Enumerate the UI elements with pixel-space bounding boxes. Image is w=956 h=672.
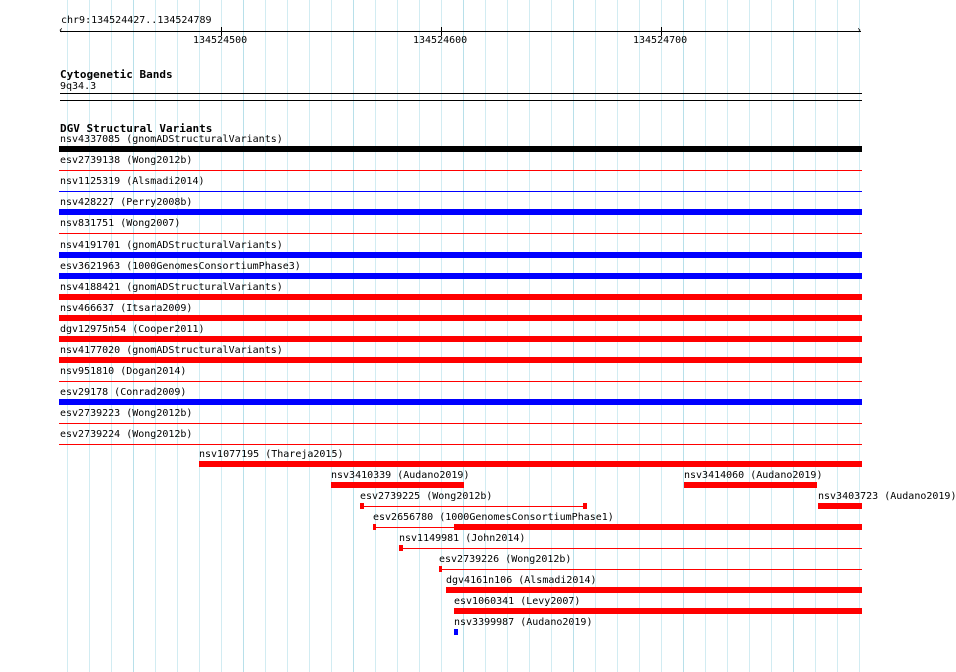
variant-label[interactable]: nsv3403723 (Audano2019) [818,491,956,502]
variant-feature[interactable] [59,191,862,192]
variant-label[interactable]: nsv1149981 (John2014) [399,533,526,544]
variant-label[interactable]: esv2656780 (1000GenomesConsortiumPhase1) [373,512,614,523]
scroll-right-icon[interactable]: › [856,25,863,36]
variant-label[interactable]: esv29178 (Conrad2009) [60,387,187,398]
variant-label[interactable]: esv2739138 (Wong2012b) [60,155,193,166]
dgv-track-title[interactable]: DGV Structural Variants [60,122,213,135]
cytoband-label: 9q34.3 [60,81,97,92]
variant-label[interactable]: nsv4188421 (gnomADStructuralVariants) [60,282,283,293]
variant-label[interactable]: nsv3410339 (Audano2019) [331,470,470,481]
variant-feature[interactable] [331,482,464,488]
variant-label[interactable]: nsv951810 (Dogan2014) [60,366,187,377]
variant-feature[interactable] [59,252,862,258]
variant-feature[interactable] [59,170,862,171]
ruler-tick-label: 134524600 [413,35,468,46]
variant-feature[interactable] [454,629,458,635]
scroll-left-icon[interactable]: ‹ [58,25,65,36]
variant-label[interactable]: nsv3399987 (Audano2019) [454,617,593,628]
variant-label[interactable]: dgv12975n54 (Cooper2011) [60,324,205,335]
variant-feature[interactable] [59,294,862,300]
variant-label[interactable]: nsv1077195 (Thareja2015) [199,449,344,460]
variant-label[interactable]: esv3621963 (1000GenomesConsortiumPhase3) [60,261,301,272]
variant-feature[interactable] [59,444,862,445]
variant-feature[interactable] [59,233,862,234]
variant-feature[interactable] [59,273,862,279]
variant-feature[interactable] [59,209,862,215]
variant-feature[interactable] [360,503,364,509]
variant-feature[interactable] [454,524,862,530]
cytoband-track-title[interactable]: Cytogenetic Bands [60,68,173,81]
variant-label[interactable]: nsv466637 (Itsara2009) [60,303,193,314]
variant-feature[interactable] [59,315,862,321]
location-label: chr9:134524427..134524789 [61,15,212,26]
variant-link-line[interactable] [399,548,862,549]
variant-feature[interactable] [684,482,817,488]
variant-label[interactable]: nsv1125319 (Alsmadi2014) [60,176,205,187]
variant-feature[interactable] [59,357,862,363]
variant-label[interactable]: esv2739225 (Wong2012b) [360,491,493,502]
variant-label[interactable]: nsv4191701 (gnomADStructuralVariants) [60,240,283,251]
cytoband-line[interactable] [60,93,862,94]
ruler-line [60,31,861,32]
variant-label[interactable]: esv2739226 (Wong2012b) [439,554,572,565]
variant-label[interactable]: nsv4177020 (gnomADStructuralVariants) [60,345,283,356]
variant-label[interactable]: esv2739224 (Wong2012b) [60,429,193,440]
ruler-tick-label: 134524700 [633,35,688,46]
variant-link-line[interactable] [439,569,862,570]
variant-feature[interactable] [59,423,862,424]
variant-feature[interactable] [59,336,862,342]
track-divider [60,100,862,101]
variant-feature[interactable] [583,503,587,509]
variant-feature[interactable] [454,608,862,614]
variant-link-line[interactable] [360,506,587,507]
variant-feature[interactable] [446,587,862,593]
ruler-tick-label: 134524500 [193,35,248,46]
variant-feature[interactable] [59,146,862,152]
variant-feature[interactable] [439,566,442,572]
variant-feature[interactable] [399,545,403,551]
variant-feature[interactable] [199,461,862,467]
variant-label[interactable]: dgv4161n106 (Alsmadi2014) [446,575,597,586]
variant-feature[interactable] [373,524,376,530]
variant-label[interactable]: nsv428227 (Perry2008b) [60,197,193,208]
variant-label[interactable]: esv1060341 (Levy2007) [454,596,581,607]
variant-label[interactable]: nsv4337085 (gnomADStructuralVariants) [60,134,283,145]
variant-label[interactable]: nsv3414060 (Audano2019) [684,470,823,481]
variant-feature[interactable] [59,381,862,382]
variant-label[interactable]: esv2739223 (Wong2012b) [60,408,193,419]
variant-feature[interactable] [818,503,862,509]
variant-feature[interactable] [59,399,862,405]
variant-label[interactable]: nsv831751 (Wong2007) [60,218,181,229]
